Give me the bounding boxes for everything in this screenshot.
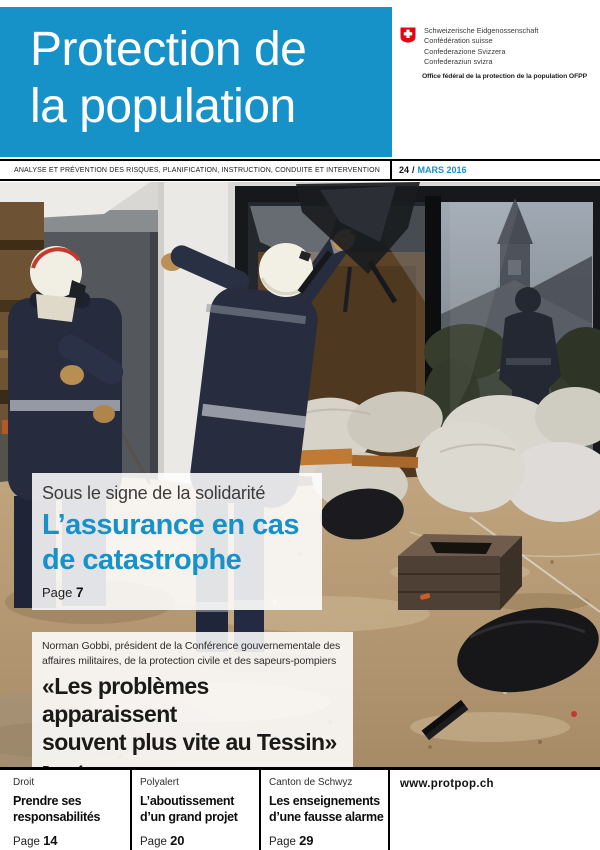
footer-kicker: Polyalert — [140, 777, 179, 788]
federal-name-fr: Confédération suisse — [424, 36, 493, 46]
footer-page-ref — [13, 833, 58, 848]
footer-title — [140, 794, 238, 825]
footer-title-line2: responsabilités — [13, 809, 101, 824]
wall-panel-edge — [150, 232, 158, 504]
footer-title-line2: d’une fausse alarme — [269, 809, 384, 824]
page-label: Page — [13, 836, 40, 848]
page-number: 7 — [76, 585, 84, 600]
federal-name-rm: Confederaziun svizra — [424, 57, 493, 67]
footer-divider-3 — [388, 770, 390, 850]
page-label: Page — [269, 836, 296, 848]
federal-name-de: Schweizerische Eidgenossenschaft — [424, 26, 539, 35]
footer-page-ref — [269, 833, 314, 848]
footer-divider-2 — [259, 770, 261, 850]
issue-date: MARS 2016 — [417, 165, 467, 175]
swiss-cross-icon — [400, 27, 416, 43]
debris-red — [571, 711, 577, 717]
wooden-crate-illustration — [398, 534, 522, 610]
feature-title-line1: L’assurance en cas — [42, 509, 299, 541]
feature-title — [42, 672, 345, 756]
magazine-title-line2: la population — [30, 80, 296, 133]
issue-info — [392, 161, 600, 179]
footer-divider-1 — [130, 770, 132, 850]
page-label: Page — [42, 585, 73, 600]
feature-title-line2: de catastrophe — [42, 544, 242, 576]
federal-name-it: Confederazione Svizzera — [424, 46, 506, 56]
footer-title — [269, 794, 384, 825]
feature-kicker: Sous le signe de la solidarité — [42, 483, 266, 503]
magazine-title — [30, 21, 306, 135]
feature-kicker-line1: Norman Gobbi, président de la Conférence gouvernementale des — [42, 640, 341, 652]
feature-title-line1: «Les problèmes apparaissent — [42, 673, 209, 727]
footer-teaser-droit — [13, 770, 125, 850]
feature-title — [42, 508, 312, 578]
footer-title-line1: Prendre ses — [13, 794, 82, 808]
page-number: 14 — [43, 833, 58, 848]
footer-title — [13, 794, 100, 825]
page-label: Page — [140, 836, 167, 848]
federal-office-name: Office fédéral de la protection de la population OFPP — [422, 73, 588, 80]
page-number: 20 — [170, 833, 185, 848]
topics-bar — [0, 159, 600, 181]
feature-title-line2: souvent plus vite au Tessin» — [42, 729, 337, 755]
masthead — [0, 7, 392, 157]
footer-title-line2: d’un grand projet — [140, 809, 238, 824]
magazine-title-line1: Protection de — [30, 23, 307, 76]
footer-kicker: Droit — [13, 777, 35, 788]
website-link[interactable]: www.protpop.ch — [400, 778, 494, 790]
feature-page-ref — [42, 585, 312, 600]
page-number: 29 — [299, 833, 314, 848]
footer-page-ref — [140, 833, 185, 848]
footer-teaser-bar — [0, 767, 600, 850]
footer-title-line1: Les enseignements — [269, 794, 380, 808]
footer-kicker: Canton de Schwyz — [269, 777, 353, 788]
footer-title-line1: L’aboutissement — [140, 794, 235, 808]
issue-separator: / — [412, 165, 415, 175]
footer-teaser-polyalert — [140, 770, 254, 850]
feature-teaser-primary — [32, 473, 322, 610]
issue-number: 24 — [399, 165, 410, 175]
feature-teaser-secondary — [32, 632, 353, 786]
feature-kicker — [42, 639, 345, 669]
topics-text: ANALYSE ET PRÉVENTION DES RISQUES, PLANIFICATION, INSTRUCTION, CONDUITE ET INTERVENTION — [0, 161, 392, 179]
federal-names — [424, 26, 538, 68]
footer-teaser-schwyz — [269, 770, 383, 850]
feature-kicker-line2: affaires militaires, de la protection civile et des sapeurs-pompiers — [42, 655, 337, 667]
swiss-federal-logo — [400, 26, 538, 68]
